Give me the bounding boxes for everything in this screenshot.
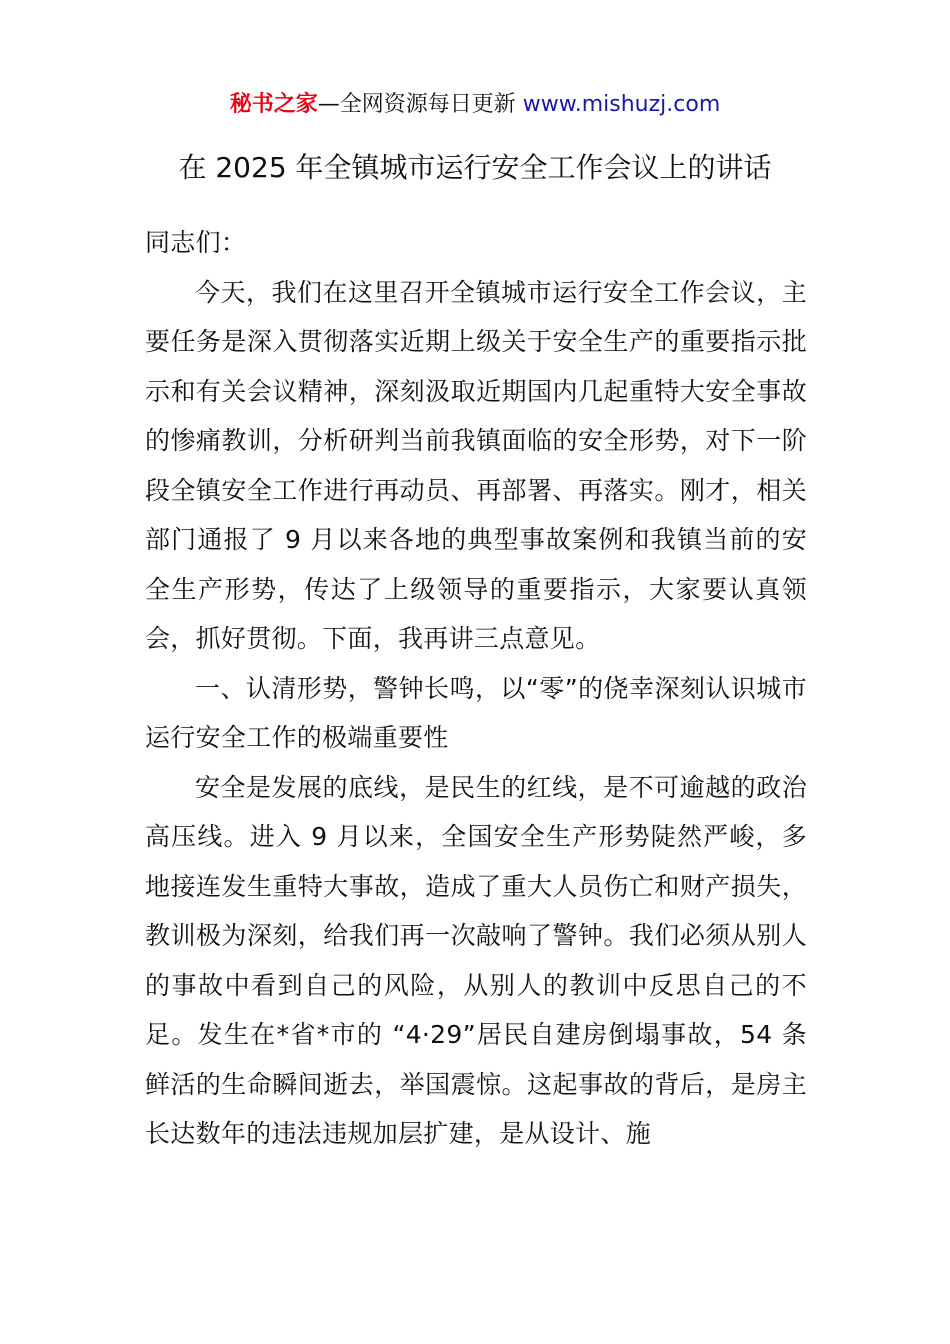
section-heading-1: 一、认清形势，警钟长鸣，以“零”的侥幸深刻认识城市运行安全工作的极端重要性	[145, 673, 807, 752]
opening-paragraph: 今天，我们在这里召开全镇城市运行安全工作会议，主要任务是深入贯彻落实近期上级关于安全生产的重要指示批示和有关会议精神，深刻汲取近期国内几起重特大安全事故的惨痛教训，分析研判当前我镇面临的安全形势，对下一阶段全镇安全工作进行再动员、再部署、再落实。刚才，相关部门通报了 9 月以来各地的典型事故案例和我镇当前的安全生产形势，传达了上级领导的重要指示，大家要认真领会，抓好贯彻。下面，我再讲三点意见。	[145, 277, 807, 653]
salutation: 同志们：	[145, 228, 247, 257]
site-brand: 秘书之家	[229, 92, 318, 117]
section-paragraph-1: 安全是发展的底线，是民生的红线，是不可逾越的政治高压线。进入 9 月以来，全国安全生产形势陡然严峻，多地接连发生重特大事故，造成了重大人员伤亡和财产损失，教训极为深刻，给我们再一次敲响了警钟。我们必须从别人的事故中看到自己的风险，从别人的教训中反思自己的不足。发生在*省*市的 “4·29”居民自建房倒塌事故，54 条鲜活的生命瞬间逝去，举国震惊。这起事故的背后，是房主长达数年的违法违规加层扩建，是从设计、施	[145, 772, 807, 1148]
site-tagline: —全网资源每日更新	[317, 92, 523, 117]
site-header	[0, 88, 950, 122]
document-title: 在 2025 年全镇城市运行安全工作会议上的讲话	[178, 151, 772, 184]
document-body	[145, 218, 807, 1159]
site-url-link[interactable]: www.mishuzj.com	[522, 92, 721, 117]
